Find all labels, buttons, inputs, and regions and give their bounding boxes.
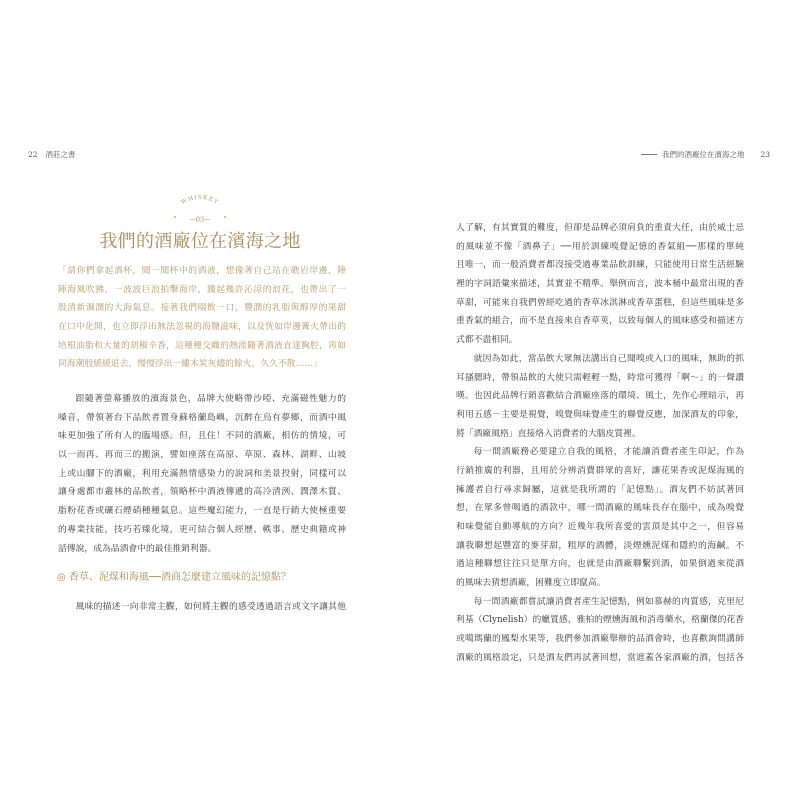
chapter-title-heading: 我們的酒廠位在濱海之地 xyxy=(99,231,301,252)
text-line: 在口中化開，也立即浮出無法忽視的海鹽滋味，以及恍如岸邊篝火帶出的 xyxy=(58,322,346,333)
chapter-title: 我們的酒廠位在濱海之地 xyxy=(661,150,745,159)
text-line: 同海潮般緩緩退去，慢慢浮出一縷木炭灰燼的餘火，久久不散……」 xyxy=(58,359,322,370)
text-line: 裡的字詞語彙來描述，其實並不精準。舉例而言，波本桶中最常出現的香 xyxy=(456,279,744,290)
book-title: 酒莊之書 xyxy=(45,150,76,159)
text-line: 以一而再、再而三的搬演，譬如座落在高原、草原、森林、湖畔、山坡 xyxy=(58,450,346,461)
text-line: 跟隨著螢幕播放的濱海景色，品牌大使略帶沙啞、充滿磁性魅力的 xyxy=(75,394,346,404)
text-line: 「請你們拿起酒杯，聞一聞杯中的酒液，想像著自己站在礁岩岸邊，陣 xyxy=(58,266,346,276)
badge-word: WHISKEY xyxy=(180,194,220,207)
right-page xyxy=(400,0,800,800)
text-line: 的風味去猜想酒廠，困難度立即竄高。 xyxy=(456,578,606,589)
running-header-right xyxy=(641,149,770,161)
badge-word-text xyxy=(180,195,219,206)
text-line: 將「酒廠風格」直接烙入消費者的大腦皮質裡。 xyxy=(456,428,641,439)
text-line: 每一間酒廠都嘗試讓消費者產生記憶點，例如慕赫的肉質感，克里尼 xyxy=(473,596,744,607)
text-line: 行銷推廣的利器，且用於分辨消費群眾的喜好，讓花果香或泥煤海風的 xyxy=(456,465,744,476)
body-paragraph xyxy=(456,593,744,668)
text-line: 重香氣的組合，而不是直接來自香草莢，以致每個人的風味感受和描述方 xyxy=(456,316,744,327)
text-line: 讓我聯想起豐富的麥芽甜，粗厚的酒體，淡煙燻泥煤和隱約的海鹹。不 xyxy=(456,540,744,551)
text-line: 耳搔腮時，帶領品飲的大使只需輕輕一點，時常可獲得「啊～」的一聲讚 xyxy=(456,372,744,383)
text-line: 且唯一，而一般消費者都沒接受過專業品飲訓練，只能使用日常生活經驗 xyxy=(456,260,744,271)
page-number: 22 xyxy=(28,150,38,159)
text-line: 的風味並不像「酒鼻子」──用於訓練嗅覺記憶的香氣組──那樣的單純 xyxy=(456,241,744,252)
text-line: 嗓音，帶領著台下品飲者置身蘇格蘭島嶼，沉醉在烏有夢鄉，而酒中風 xyxy=(58,412,346,423)
text-line: 上或山腳下的酒廠，利用充滿熱情感染力的說詞和美景投射，同樣可以 xyxy=(58,468,346,479)
section-subheading: ◎ 香草、泥煤和海風──酒商怎麼建立風味的記憶點？ xyxy=(57,572,291,583)
running-header-left xyxy=(28,149,76,161)
text-line: 讓身處都市叢林的品飲者，領略杯中酒液傳遞的高冷清洌、潤澤木質、 xyxy=(58,487,346,498)
text-line: 利基（Clynelish）的蠟質感，雅柏的煙燻海風和消毒藥水，格蘭傑的花香 xyxy=(456,615,744,626)
text-line: 想，在眾多曾喝過的酒款中，哪一間酒廠的風味長存在腦中，成為嗅覺 xyxy=(456,503,744,514)
text-line: 式都不盡相同。 xyxy=(456,335,518,346)
text-line: 每一間酒廠務必要建立自我的風格，才能讓消費者產生印記，作為 xyxy=(473,447,744,458)
chapter-badge xyxy=(168,194,232,230)
text-line: 脂粉花香或礦石煙硝種種氣息。這些魔幻能力，一直是行銷大使極重要 xyxy=(58,506,346,517)
text-line: 酒廠的風格設定，只是酒友們再試著回想，當遮蓋各家酒廠的酒，包括各 xyxy=(456,652,744,663)
opening-quote xyxy=(58,262,346,374)
body-text-column xyxy=(456,219,744,668)
text-line: 和味覺能自動導航的方向？近幾年我所喜愛的雲頂是其中之一，但容易 xyxy=(456,522,744,532)
text-line: 風味的描述一向非常主觀，如何將主觀的感受透過語言或文字讓其他 xyxy=(75,602,346,612)
badge-dot-left xyxy=(174,216,176,218)
body-paragraph xyxy=(456,443,744,593)
text-line: 或噶瑪蘭的鳳梨水果等，我們參加酒廠舉辦的品酒會時，也喜歡詢問講師 xyxy=(456,634,744,645)
text-line: 的專業技能，技巧若臻化境，更可結合個人經歷、軼事、歷史典籍或神 xyxy=(58,524,346,535)
text-line: 培根油脂和大量的胡椒辛香，這種種交織的熱流隨著酒液直達胸腔，再如 xyxy=(58,340,346,351)
chapter-number: 03 xyxy=(195,215,205,224)
text-line: 利用五感－主要是視覺，嗅覺與味覺產生的聯覺反應，加深酒友的印象， xyxy=(456,409,744,420)
badge-dot-right xyxy=(224,216,226,218)
text-line: 嘆。也因此品牌行銷喜歡結合酒廠座落的環境、風土，先作心理暗示，再 xyxy=(456,391,744,402)
body-paragraph xyxy=(456,219,744,350)
text-line: 就因為如此，當品飲大眾無法講出自己聞嗅或入口的風味，無助的抓 xyxy=(473,353,744,364)
text-line: 人了解，有其實質的難度，但卻是品牌必須肩負的重責大任，由於威士忌 xyxy=(456,223,744,233)
text-line: 陣海風吹拂，一波波巨浪拍擊海岸，濺起幾許沁涼的浪花，也帶出了一 xyxy=(58,284,346,295)
text-line: 擁護者自行尋求歸屬，這就是我所謂的「記憶點」。酒友們不妨試著回 xyxy=(456,484,744,495)
body-paragraph xyxy=(456,350,744,443)
body-paragraph xyxy=(58,390,346,558)
text-line: 草甜，可能來自我們曾經吃過的香草冰淇淋或香草蛋糕，但這些風味是多 xyxy=(456,297,744,308)
body-paragraph xyxy=(58,598,346,617)
text-line: 股清新濕潤的大海氣息。接著我們啜飲一口，豐潤的乳脂與醇厚的果甜 xyxy=(58,303,346,314)
page-number: 23 xyxy=(760,150,770,159)
text-line: 味更加強了所有人的臨場感。但，且住！不同的酒廠，相仿的情境，可 xyxy=(58,431,346,442)
text-line: 過這種聯想往往只是單方向，也就是由酒廠聯繫到酒，如果倒過來從酒 xyxy=(456,559,744,570)
header-rule xyxy=(641,154,657,155)
text-line: 話傳說，成為品酒會中的最佳推銷利器。 xyxy=(58,543,217,554)
